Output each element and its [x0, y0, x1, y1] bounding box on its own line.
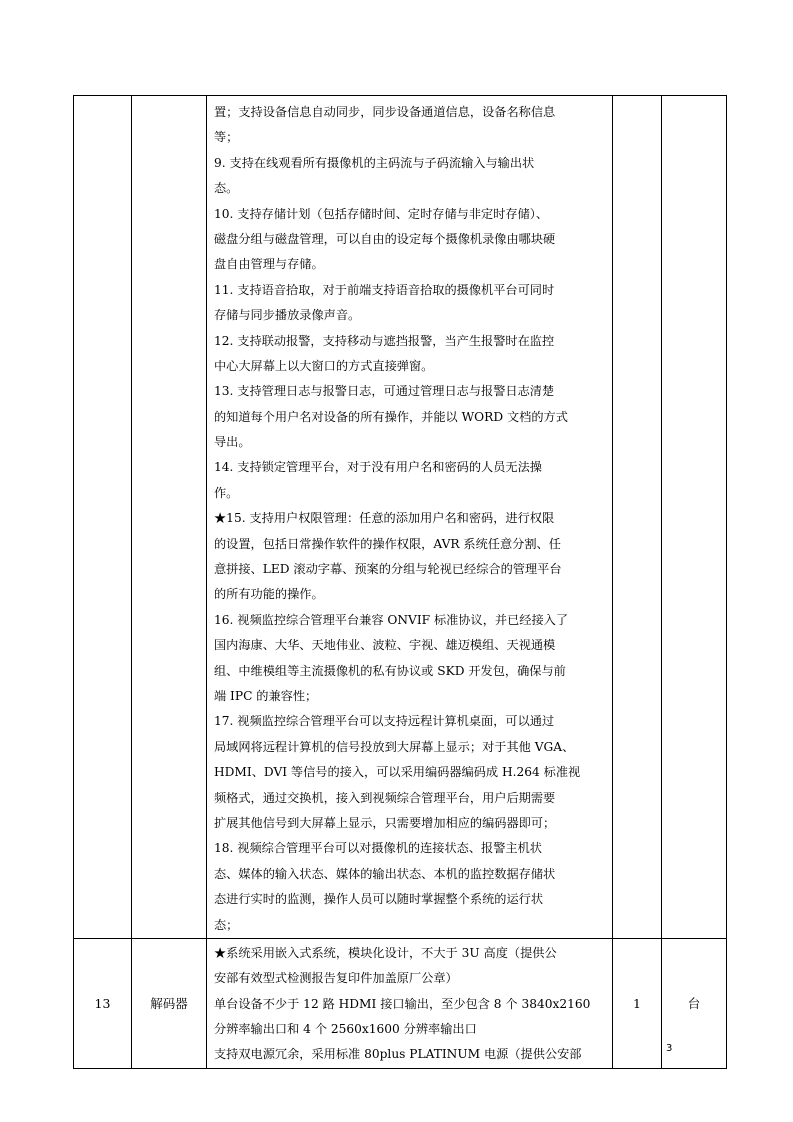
- description-line: 态；: [214, 917, 239, 932]
- description-line: 等；: [214, 130, 239, 145]
- description-line: 17. 视频监控综合管理平台可以支持远程计算机桌面，可以通过: [214, 714, 555, 729]
- description-line: 端 IPC 的兼容性；: [214, 688, 318, 703]
- index-cell: [74, 96, 132, 939]
- description-line: 的知道每个用户名对设备的所有操作，并能以 WORD 文档的方式: [214, 409, 568, 424]
- unit-cell: 台: [662, 938, 727, 1068]
- name-cell: 解码器: [132, 938, 207, 1068]
- description-cell: [207, 938, 613, 1068]
- description-line: 扩展其他信号到大屏幕上显示，只需要增加相应的编码器即可；: [214, 815, 556, 830]
- spec-table: [73, 95, 727, 1069]
- description-line: 中心大屏幕上以大窗口的方式直接弹窗。: [214, 358, 434, 373]
- description-line: 导出。: [214, 435, 251, 450]
- description-line: 支持双电源冗余，采用标准 80plus PLATINUM 电源（提供公安部: [214, 1047, 582, 1062]
- description-line: 13. 支持管理日志与报警日志，可通过管理日志与报警日志清楚: [214, 384, 555, 399]
- quantity-cell: [613, 96, 662, 939]
- description-line: 的所有功能的操作。: [214, 587, 324, 602]
- description-line: ★15. 支持用户权限管理：任意的添加用户名和密码，进行权限: [214, 511, 555, 526]
- description-line: 态进行实时的监测，操作人员可以随时掌握整个系统的运行状: [214, 892, 544, 907]
- description-line: 9. 支持在线观看所有摄像机的主码流与子码流输入与输出状: [214, 155, 535, 170]
- description-cell: [207, 96, 613, 939]
- description-line: 态、媒体的输入状态、媒体的输出状态、本机的监控数据存储状: [214, 866, 556, 881]
- description-line: 频格式，通过交换机，接入到视频综合管理平台，用户后期需要: [214, 790, 556, 805]
- index-cell: 13: [74, 938, 132, 1068]
- description-line: 18. 视频综合管理平台可以对摄像机的连接状态、报警主机状: [214, 841, 542, 856]
- description-line: 16. 视频监控综合管理平台兼容 ONVIF 标准协议，并已经接入了: [214, 612, 569, 627]
- description-line: 磁盘分组与磁盘管理，可以自由的设定每个摄像机录像由哪块硬: [214, 231, 556, 246]
- quantity-cell: 1: [613, 938, 662, 1068]
- description-line: 存储与同步播放录像声音。: [214, 308, 361, 323]
- description-line: 的设置，包括日常操作软件的操作权限，AVR 系统任意分割、任: [214, 536, 561, 551]
- description-lines: [214, 941, 608, 1068]
- description-line: 置；支持设备信息自动同步，同步设备通道信息，设备名称信息: [214, 105, 556, 119]
- description-line: 安部有效型式检测报告复印件加盖原厂公章）: [214, 971, 458, 986]
- description-line: 10. 支持存储计划（包括存储时间、定时存储与非定时存储）、: [214, 206, 549, 221]
- description-line: 分辨率输出口和 4 个 2560x1600 分辨率输出口: [214, 1022, 477, 1037]
- description-line: 意拼接、LED 滚动字幕、预案的分组与轮视已经综合的管理平台: [214, 562, 562, 577]
- description-line: 组、中维模组等主流摄像机的私有协议或 SKD 开发包，确保与前: [214, 663, 566, 678]
- description-line: 12. 支持联动报警，支持移动与遮挡报警，当产生报警时在监控: [214, 333, 555, 348]
- name-cell: [132, 96, 207, 939]
- description-line: 态。: [214, 181, 239, 196]
- description-line: 11. 支持语音拾取，对于前端支持语音拾取的摄像机平台可同时: [214, 282, 555, 297]
- description-line: 作。: [214, 485, 239, 500]
- description-line: 局域网将远程计算机的信号投放到大屏幕上显示；对于其他 VGA、: [214, 739, 575, 754]
- description-line: 单台设备不少于 12 路 HDMI 接口输出，至少包含 8 个 3840x2160: [214, 996, 591, 1011]
- table-row: [74, 96, 727, 939]
- description-line: ★系统采用嵌入式系统，模块化设计，不大于 3U 高度（提供公: [214, 945, 557, 960]
- description-lines: [214, 100, 608, 938]
- table-row: [74, 938, 727, 1068]
- description-line: 国内海康、大华、天地伟业、波粒、宇视、雄迈模组、天视通模: [214, 638, 556, 653]
- description-line: 14. 支持锁定管理平台，对于没有用户名和密码的人员无法操: [214, 460, 542, 475]
- unit-cell: [662, 96, 727, 939]
- description-line: HDMI、DVI 等信号的接入，可以采用编码器编码成 H.264 标准视: [214, 765, 581, 780]
- page-number: 3: [666, 1043, 673, 1054]
- description-line: 盘自由管理与存储。: [214, 257, 324, 272]
